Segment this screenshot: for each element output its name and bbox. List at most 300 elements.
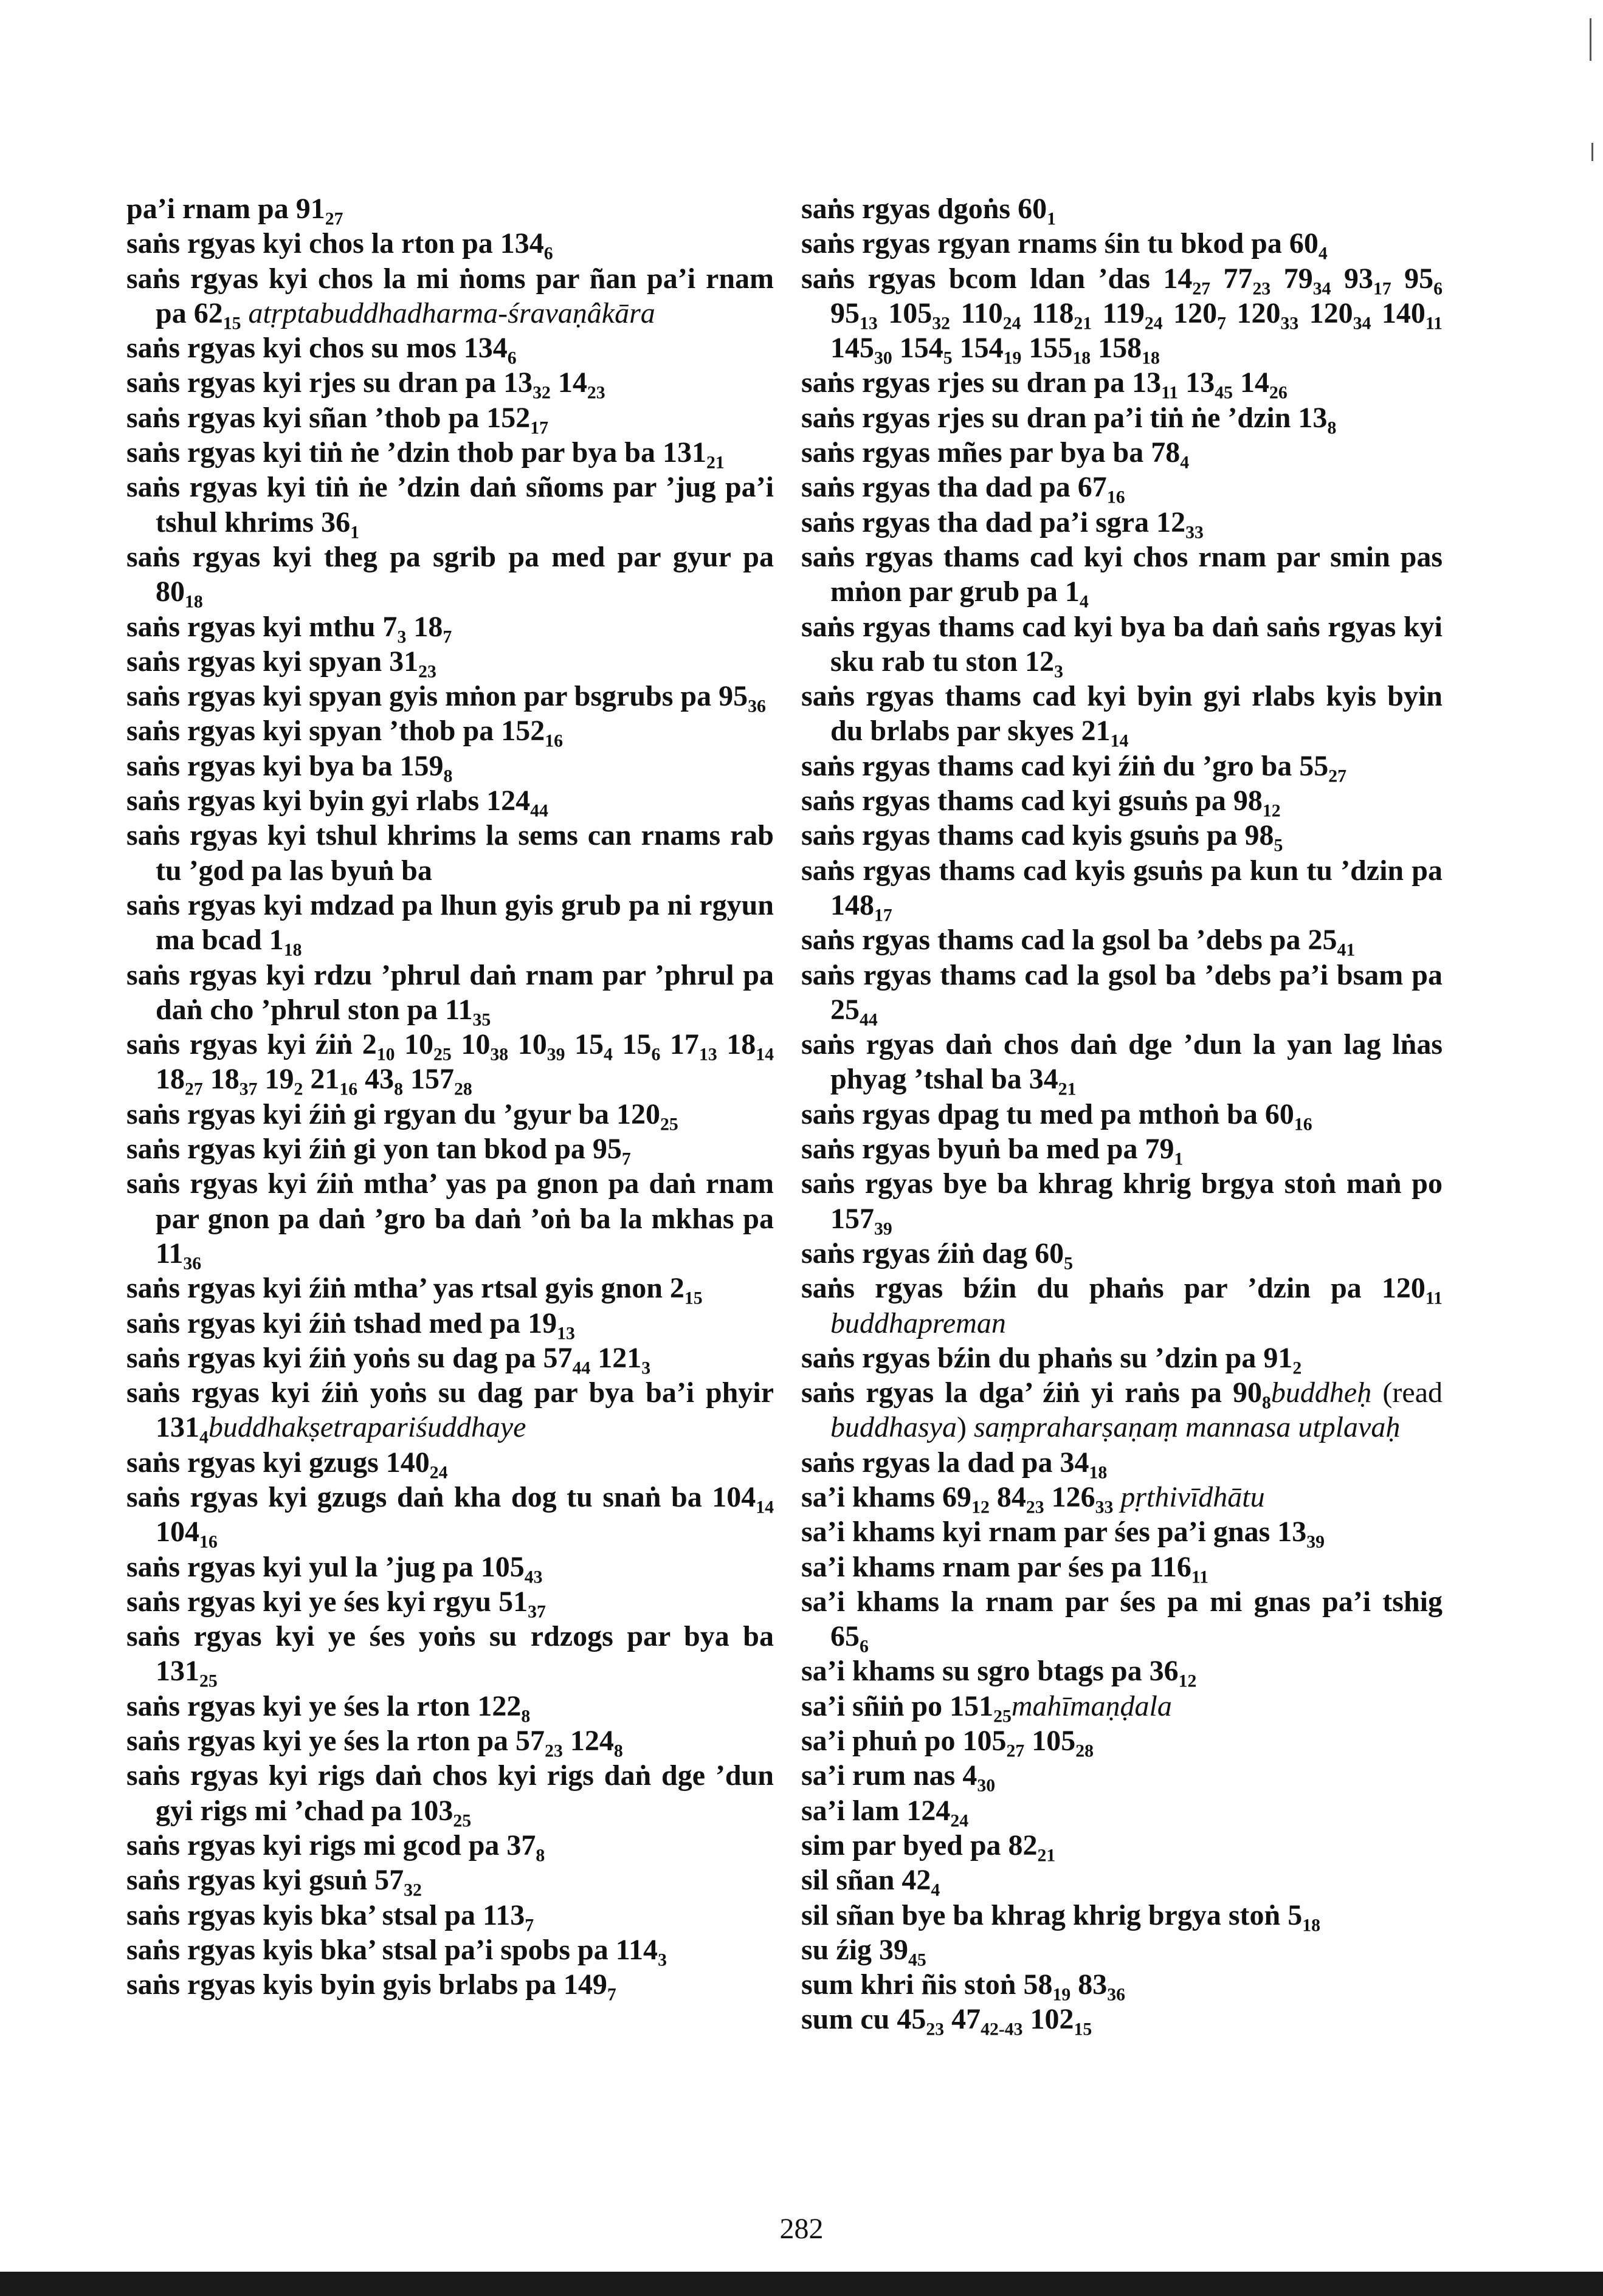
line-number: 44 — [860, 1009, 878, 1030]
index-entry — [801, 783, 1443, 821]
line-number: 16 — [1106, 487, 1125, 507]
index-entry — [801, 818, 1443, 856]
entry-text: saṅs rgyas kyi mdzad pa lhun gyis grub pa ni rgyun ma bcad 1 — [126, 888, 774, 957]
line-number: 11 — [1161, 382, 1179, 403]
index-entry — [801, 1375, 1443, 1445]
index-entry — [126, 1933, 774, 1970]
index-entry — [801, 1933, 1443, 1970]
index-entry — [801, 505, 1443, 543]
line-number: 32 — [932, 313, 950, 334]
index-entry — [126, 610, 774, 647]
index-entry — [801, 191, 1443, 229]
entry-text: saṅs rgyas kyi rdzu ’phrul daṅ rnam par ’phrul pa daṅ cho ’phrul ston pa 11 — [126, 958, 774, 1026]
entry-text: 120 — [1298, 297, 1353, 329]
line-number: 5 — [1274, 835, 1283, 856]
sanskrit-equivalent: atṛptabuddhadharma-śravaṇâkāra — [248, 297, 655, 329]
page-number: 282 — [779, 2213, 824, 2245]
index-entry — [801, 958, 1443, 1028]
entry-text: saṅs rgyas dgoṅs 60 — [801, 193, 1047, 225]
line-number: 44 — [530, 800, 548, 821]
index-entry — [801, 1689, 1443, 1727]
entry-text: 19 — [257, 1063, 294, 1096]
entry-text: sa’i khams 69 — [801, 1480, 972, 1513]
index-entry — [801, 540, 1443, 610]
line-number: 21 — [706, 452, 725, 473]
entry-text: 47 — [944, 2003, 981, 2036]
sanskrit-equivalent: buddhasya — [830, 1411, 957, 1444]
line-number: 23 — [1252, 278, 1271, 298]
entry-text: saṅs rgyas kyi rjes su dran pa 13 — [126, 366, 533, 399]
line-number: 18 — [283, 940, 302, 960]
index-entry — [126, 1480, 774, 1550]
scan-bottom-edge — [0, 2272, 1603, 2296]
line-number: 39 — [874, 1218, 892, 1239]
line-number: 21 — [1037, 1845, 1056, 1866]
line-number: 23 — [587, 382, 605, 403]
line-number: 23 — [1026, 1497, 1044, 1517]
index-entry — [126, 1166, 774, 1274]
entry-text: saṅs rgyas thams cad la gsol ba ’debs pa 25 — [801, 924, 1337, 957]
index-entry — [801, 1793, 1443, 1831]
index-entry — [801, 1828, 1443, 1866]
entry-text: saṅs rgyas kyi źiṅ yoṅs su dag pa 57 — [126, 1341, 573, 1374]
line-number: 4 — [1318, 243, 1328, 264]
entry-text: saṅs rgyas bźin du phaṅs par ’dzin pa 120 — [801, 1272, 1425, 1305]
line-number: 28 — [454, 1079, 472, 1099]
index-column-right — [801, 191, 1443, 2040]
line-number: 27 — [1328, 766, 1347, 786]
index-entry — [801, 1724, 1443, 1761]
line-number: 27 — [1006, 1741, 1025, 1761]
entry-text: 21 — [303, 1063, 340, 1096]
entry-text: 121 — [590, 1341, 642, 1374]
line-number: 12 — [971, 1497, 990, 1517]
line-number: 37 — [239, 1079, 258, 1099]
index-entry — [801, 1584, 1443, 1657]
index-entry — [126, 1271, 774, 1308]
entry-text: saṅs rgyas tha dad pa 67 — [801, 471, 1107, 504]
entry-text: saṅs rgyas thams cad kyi bya ba daṅ saṅs rgyas kyi sku rab tu ston 12 — [801, 610, 1443, 678]
entry-text: 105 — [877, 297, 932, 329]
entry-text: saṅs rgyas kyi źiṅ yoṅs su dag par bya ba’i phyir 131 — [126, 1377, 774, 1444]
entry-text: 77 — [1210, 262, 1253, 295]
index-entry — [126, 365, 774, 403]
line-number: 39 — [546, 1044, 565, 1065]
index-entry — [801, 1480, 1443, 1517]
line-number: 5 — [1064, 1253, 1073, 1274]
line-number: 1 — [1047, 208, 1056, 229]
line-number: 33 — [1280, 313, 1299, 334]
line-number: 8 — [443, 766, 453, 786]
index-entry — [801, 1341, 1443, 1378]
line-number: 8 — [394, 1079, 403, 1099]
entry-text: saṅs rgyas kyi chos su mos 134 — [126, 332, 508, 365]
line-number: 27 — [325, 208, 343, 229]
line-number: 4 — [604, 1044, 613, 1065]
entry-text: 10 — [508, 1028, 547, 1061]
line-number: 36 — [183, 1253, 202, 1274]
index-entry — [126, 1619, 774, 1689]
line-number: 15 — [684, 1288, 703, 1308]
line-number: 27 — [1192, 278, 1211, 298]
line-number: 6 — [507, 348, 517, 368]
index-entry — [126, 331, 774, 368]
index-entry — [801, 1654, 1443, 1691]
index-entry — [126, 1689, 774, 1727]
index-entry — [126, 261, 774, 334]
entry-text: saṅs rgyas kyi spyan 31 — [126, 645, 419, 678]
entry-text: sum cu 45 — [801, 2003, 926, 2036]
line-number: 25 — [993, 1706, 1012, 1727]
entry-text: 126 — [1044, 1480, 1095, 1513]
line-number: 18 — [1089, 1462, 1108, 1483]
editorial-note: (read — [1371, 1377, 1443, 1409]
line-number: 8 — [1327, 418, 1337, 438]
line-number: 19 — [1003, 348, 1022, 368]
entry-text: saṅs rgyas kyi źiṅ 2 — [126, 1028, 377, 1061]
line-number: 12 — [1262, 800, 1281, 821]
scan-edge-mark — [1591, 143, 1593, 161]
line-number: 32 — [404, 1880, 422, 1900]
index-entry — [801, 1236, 1443, 1274]
index-entry — [801, 435, 1443, 473]
entry-text: 110 — [950, 297, 1003, 329]
line-number: 16 — [199, 1531, 218, 1552]
index-entry — [801, 923, 1443, 960]
line-number: 13 — [860, 313, 878, 334]
editorial-note: ) — [956, 1411, 974, 1444]
entry-text: sa’i phuṅ po 105 — [801, 1725, 1007, 1758]
entry-text: saṅs rgyas kyi chos la mi ṅoms par ñan pa’i rnam pa 62 — [126, 262, 774, 329]
entry-text: saṅs rgyas kyi byin gyi rlabs 124 — [126, 785, 531, 817]
entry-text: sa’i lam 124 — [801, 1794, 951, 1827]
entry-text: sim par byed pa 82 — [801, 1829, 1038, 1861]
index-entry — [126, 1898, 774, 1933]
entry-text: 13 — [1178, 366, 1215, 399]
line-number: 23 — [926, 2019, 945, 2040]
entry-text: 18 — [202, 1063, 240, 1096]
entry-text: saṅs rgyas la dga’ źiṅ yi raṅs pa 90 — [801, 1377, 1263, 1409]
entry-text: saṅs rgyas kyi spyan gyis mṅon par bsgrubs pa 95 — [126, 680, 748, 713]
sanskrit-equivalent: mahīmaṇḍala — [1011, 1689, 1172, 1722]
entry-text: saṅs rgyas bye ba khrag khrig brgya stoṅ maṅ po 157 — [801, 1167, 1443, 1235]
line-number: 35 — [472, 1009, 491, 1030]
index-entry — [801, 853, 1443, 926]
entry-text: 104 — [156, 1516, 199, 1548]
entry-text: 140 — [1371, 297, 1425, 329]
entry-text: saṅs rgyas tha dad pa’i sgra 12 — [801, 506, 1186, 538]
index-entry — [801, 1445, 1443, 1483]
line-number: 34 — [1353, 313, 1371, 334]
index-entry — [801, 1967, 1443, 2005]
entry-text: saṅs rgyas thams cad kyi gsuṅs pa 98 — [801, 785, 1263, 817]
sanskrit-equivalent: pṛthivīdhātu — [1120, 1480, 1265, 1513]
line-number: 25 — [453, 1810, 472, 1831]
entry-text: saṅs rgyas kyi ye śes la rton pa 57 — [126, 1725, 545, 1758]
entry-text: saṅs rgyas kyis bka’ stsal pa 113 — [126, 1899, 525, 1931]
index-entry — [801, 1097, 1443, 1135]
line-number: 8 — [613, 1741, 623, 1761]
entry-text: 14 — [550, 366, 587, 399]
entry-text: 14 — [1232, 366, 1269, 399]
entry-text: 10 — [451, 1028, 491, 1061]
line-number: 6 — [543, 243, 553, 264]
index-entry — [126, 1550, 774, 1587]
entry-text: 15 — [612, 1028, 652, 1061]
entry-text: 18 — [406, 610, 443, 643]
line-number: 32 — [533, 382, 551, 403]
entry-text: saṅs rgyas rjes su dran pa 13 — [801, 366, 1162, 399]
line-number: 44 — [572, 1358, 591, 1378]
entry-text: saṅs rgyas kyi spyan ’thob pa 152 — [126, 715, 545, 748]
entry-text: sa’i khams la rnam par śes pa mi gnas pa’i tshig 65 — [801, 1585, 1443, 1653]
index-entry — [801, 679, 1443, 749]
entry-text: saṅs rgyas dpag tu med pa mthoṅ ba 60 — [801, 1098, 1294, 1130]
index-entry — [126, 679, 774, 717]
line-number: 30 — [977, 1775, 996, 1796]
entry-text: saṅs rgyas kyis byin gyis brlabs pa 149 — [126, 1968, 607, 2001]
entry-text: 158 — [1091, 332, 1142, 365]
entry-text: 119 — [1092, 297, 1145, 329]
line-number: 3 — [658, 1950, 667, 1970]
entry-text: saṅs rgyas kyi źiṅ gi rgyan du ’gyur ba 120 — [126, 1098, 660, 1130]
line-number: 11 — [1425, 313, 1443, 334]
entry-text: saṅs rgyas kyi sñan ’thob pa 152 — [126, 401, 531, 434]
entry-text: saṅs rgyas kyi źiṅ mtha’ yas rtsal gyis gnon 2 — [126, 1272, 684, 1305]
line-number: 39 — [1306, 1531, 1325, 1552]
index-entry — [801, 1758, 1443, 1796]
line-number: 45 — [1215, 382, 1233, 403]
line-number: 18 — [1142, 348, 1160, 368]
entry-text: 18 — [156, 1063, 185, 1096]
entry-text: su źig 39 — [801, 1933, 909, 1966]
index-entry — [801, 1550, 1443, 1587]
index-entry — [801, 749, 1443, 786]
index-entry — [126, 1724, 774, 1761]
entry-text: saṅs rgyas thams cad kyi chos rnam par smin pas mṅon par grub pa 1 — [801, 540, 1443, 608]
entry-text: sa’i sñiṅ po 151 — [801, 1689, 994, 1722]
index-entry — [126, 470, 774, 543]
index-entry — [801, 1898, 1443, 1933]
line-number: 18 — [1072, 348, 1091, 368]
index-entry — [126, 1584, 774, 1622]
line-number: 33 — [1185, 522, 1204, 543]
line-number: 7 — [1217, 313, 1226, 334]
entry-text: saṅs rgyas la dad pa 34 — [801, 1446, 1089, 1479]
entry-text: saṅs rgyas rjes su dran pa’i tiṅ ṅe ’dzin 13 — [801, 401, 1328, 434]
line-number: 43 — [524, 1566, 543, 1587]
entry-text: saṅs rgyas kyi yul la ’jug pa 105 — [126, 1550, 525, 1583]
entry-text: 10 — [395, 1028, 434, 1061]
line-number: 18 — [185, 591, 203, 612]
line-number: 7 — [525, 1914, 534, 1935]
line-number: 1 — [350, 522, 359, 543]
entry-text: saṅs rgyas kyi źiṅ tshad med pa 19 — [126, 1307, 557, 1339]
index-entry — [126, 226, 774, 264]
index-entry — [801, 1027, 1443, 1097]
line-number: 4 — [931, 1880, 940, 1900]
line-number: 30 — [874, 348, 892, 368]
index-entry — [801, 1271, 1443, 1341]
line-number: 24 — [950, 1810, 969, 1831]
line-number: 8 — [521, 1706, 531, 1727]
entry-text: saṅs rgyas thams cad kyis gsuṅs pa kun tu ’dzin pa 148 — [801, 854, 1443, 921]
index-entry — [801, 1166, 1443, 1239]
line-number: 2 — [294, 1079, 303, 1099]
line-number: 6 — [860, 1636, 869, 1657]
entry-text: saṅs rgyas kyi źiṅ mtha’ yas pa gnon pa daṅ rnam par gnon pa daṅ ’gro ba daṅ ’oṅ ba la mkhas pa 11 — [126, 1167, 774, 1270]
entry-text: saṅs rgyas kyi ye śes la rton 122 — [126, 1689, 522, 1722]
line-number: 11 — [1191, 1566, 1208, 1587]
index-entry — [126, 749, 774, 786]
entry-text: 95 — [830, 297, 860, 329]
index-entry — [126, 1445, 774, 1483]
index-entry — [126, 1341, 774, 1378]
line-number: 6 — [1433, 278, 1443, 298]
index-entry — [126, 1027, 774, 1097]
entry-text: saṅs rgyas kyi tiṅ ṅe ’dzin daṅ sñoms par ’jug pa’i tshul khrims 36 — [126, 471, 774, 538]
line-number: 24 — [1144, 313, 1163, 334]
index-entry — [126, 644, 774, 682]
entry-text: saṅs rgyas kyi gzugs 140 — [126, 1446, 430, 1479]
line-number: 45 — [908, 1950, 926, 1970]
line-number: 3 — [641, 1358, 651, 1378]
entry-text: saṅs rgyas kyi rigs mi gcod pa 37 — [126, 1829, 536, 1861]
entry-text: saṅs rgyas kyi tiṅ ṅe ’dzin thob par bya ba 131 — [126, 436, 706, 469]
line-number: 8 — [1262, 1392, 1271, 1413]
entry-text: 154 — [952, 332, 1004, 365]
line-number: 3 — [397, 626, 407, 647]
line-number: 36 — [1107, 1984, 1125, 2005]
index-entry — [126, 540, 774, 610]
index-entry — [126, 435, 774, 473]
entry-text: saṅs rgyas kyi chos la rton pa 134 — [126, 227, 544, 260]
line-number: 27 — [185, 1079, 203, 1099]
entry-text: saṅs rgyas bźin du phaṅs su ’dzin pa 91 — [801, 1341, 1293, 1374]
entry-text: 84 — [989, 1480, 1026, 1513]
index-entry — [126, 1097, 774, 1135]
index-entry — [126, 1306, 774, 1341]
entry-text: 93 — [1331, 262, 1373, 295]
index-entry — [126, 1828, 774, 1866]
entry-text: saṅs rgyas kyi gsuṅ 57 — [126, 1864, 404, 1897]
index-entry — [126, 400, 774, 438]
index-entry — [126, 783, 774, 821]
index-entry — [126, 191, 774, 229]
line-number: 26 — [1269, 382, 1288, 403]
index-entry — [126, 1132, 774, 1169]
entry-text: saṅs rgyas kyi bya ba 159 — [126, 749, 444, 782]
sanskrit-equivalent: saṃpraharṣaṇaṃ mannasa utplavaḥ — [973, 1411, 1401, 1444]
line-number: 13 — [557, 1322, 575, 1343]
entry-text: 124 — [562, 1725, 614, 1758]
line-number: 19 — [1052, 1984, 1071, 2005]
line-number: 24 — [1002, 313, 1021, 334]
index-entry — [126, 1375, 774, 1448]
index-entry — [801, 1863, 1443, 1900]
entry-text: saṅs rgyas thams cad kyis gsuṅs pa 98 — [801, 819, 1274, 852]
scan-edge-mark — [1590, 18, 1591, 61]
line-number: 24 — [429, 1462, 448, 1483]
line-number: 42-43 — [981, 2019, 1023, 2040]
line-number: 13 — [698, 1044, 717, 1065]
entry-text: sa’i khams kyi rnam par śes pa’i gnas 13 — [801, 1516, 1307, 1548]
line-number: 16 — [1294, 1114, 1312, 1135]
index-entry — [801, 2002, 1443, 2040]
line-number: 17 — [874, 905, 892, 926]
entry-text: 102 — [1022, 2003, 1074, 2036]
line-number: 41 — [1337, 940, 1356, 960]
sanskrit-equivalent: buddhapreman — [830, 1307, 1006, 1339]
line-number: 25 — [660, 1114, 678, 1135]
entry-text: 18 — [717, 1028, 756, 1061]
entry-text: 120 — [1226, 297, 1281, 329]
line-number: 34 — [1312, 278, 1331, 298]
entry-text: saṅs rgyas źiṅ dag 60 — [801, 1237, 1064, 1270]
line-number: 3 — [1054, 661, 1063, 682]
index-entry — [126, 818, 774, 888]
entry-text: saṅs rgyas kyi źiṅ gi yon tan bkod pa 95 — [126, 1133, 622, 1166]
entry-text: 83 — [1070, 1968, 1108, 2001]
entry-text: 154 — [892, 332, 943, 365]
entry-text: 105 — [1024, 1725, 1076, 1758]
entry-text: 79 — [1270, 262, 1313, 295]
entry-text: saṅs rgyas kyi tshul khrims la sems can rnams rab tu ’god pa las byuṅ ba — [126, 819, 774, 887]
line-number: 25 — [433, 1044, 452, 1065]
line-number: 4 — [199, 1427, 209, 1448]
line-number: 11 — [1425, 1288, 1443, 1308]
line-number: 14 — [756, 1044, 774, 1065]
entry-text: saṅs rgyas thams cad kyi byin gyi rlabs kyis byin du brlabs par skyes 21 — [801, 680, 1443, 748]
index-column-left — [126, 191, 774, 2005]
entry-text: 155 — [1021, 332, 1073, 365]
line-number: 21 — [1074, 313, 1092, 334]
index-entry — [801, 365, 1443, 403]
line-number: 14 — [756, 1497, 774, 1517]
line-number: 37 — [528, 1601, 546, 1622]
entry-text: 120 — [1162, 297, 1218, 329]
entry-text: sa’i khams su sgro btags pa 36 — [801, 1655, 1179, 1688]
line-number: 5 — [943, 348, 953, 368]
entry-text: saṅs rgyas kyi theg pa sgrib pa med par gyur pa 80 — [126, 540, 774, 608]
sanskrit-equivalent: buddhakṣetrapariśuddhaye — [208, 1411, 526, 1444]
entry-text: 43 — [357, 1063, 395, 1096]
index-entry — [126, 713, 774, 751]
entry-text: saṅs rgyas kyis bka’ stsal pa’i spobs pa 114 — [126, 1933, 658, 1966]
line-number: 7 — [443, 626, 452, 647]
line-number: 4 — [1180, 452, 1190, 473]
line-number: 38 — [490, 1044, 509, 1065]
line-number: 16 — [545, 730, 563, 751]
line-number: 8 — [536, 1845, 545, 1866]
entry-text: saṅs rgyas kyi mthu 7 — [126, 610, 398, 643]
entry-text: saṅs rgyas thams cad kyi źiṅ du ’gro ba 55 — [801, 749, 1329, 782]
index-entry — [801, 1514, 1443, 1552]
entry-text — [1113, 1481, 1120, 1513]
index-entry — [126, 1967, 774, 2005]
line-number: 14 — [1110, 730, 1129, 751]
index-entry — [801, 400, 1443, 438]
index-entry — [126, 888, 774, 958]
entry-text: 17 — [660, 1028, 699, 1061]
line-number: 15 — [1074, 2019, 1092, 2040]
line-number: 33 — [1095, 1497, 1114, 1517]
entry-text: 157 — [403, 1063, 454, 1096]
index-entry — [126, 1758, 774, 1831]
entry-text: sil sñan bye ba khrag khrig brgya stoṅ 5 — [801, 1899, 1303, 1931]
line-number: 10 — [376, 1044, 395, 1065]
index-entry — [126, 1863, 774, 1900]
